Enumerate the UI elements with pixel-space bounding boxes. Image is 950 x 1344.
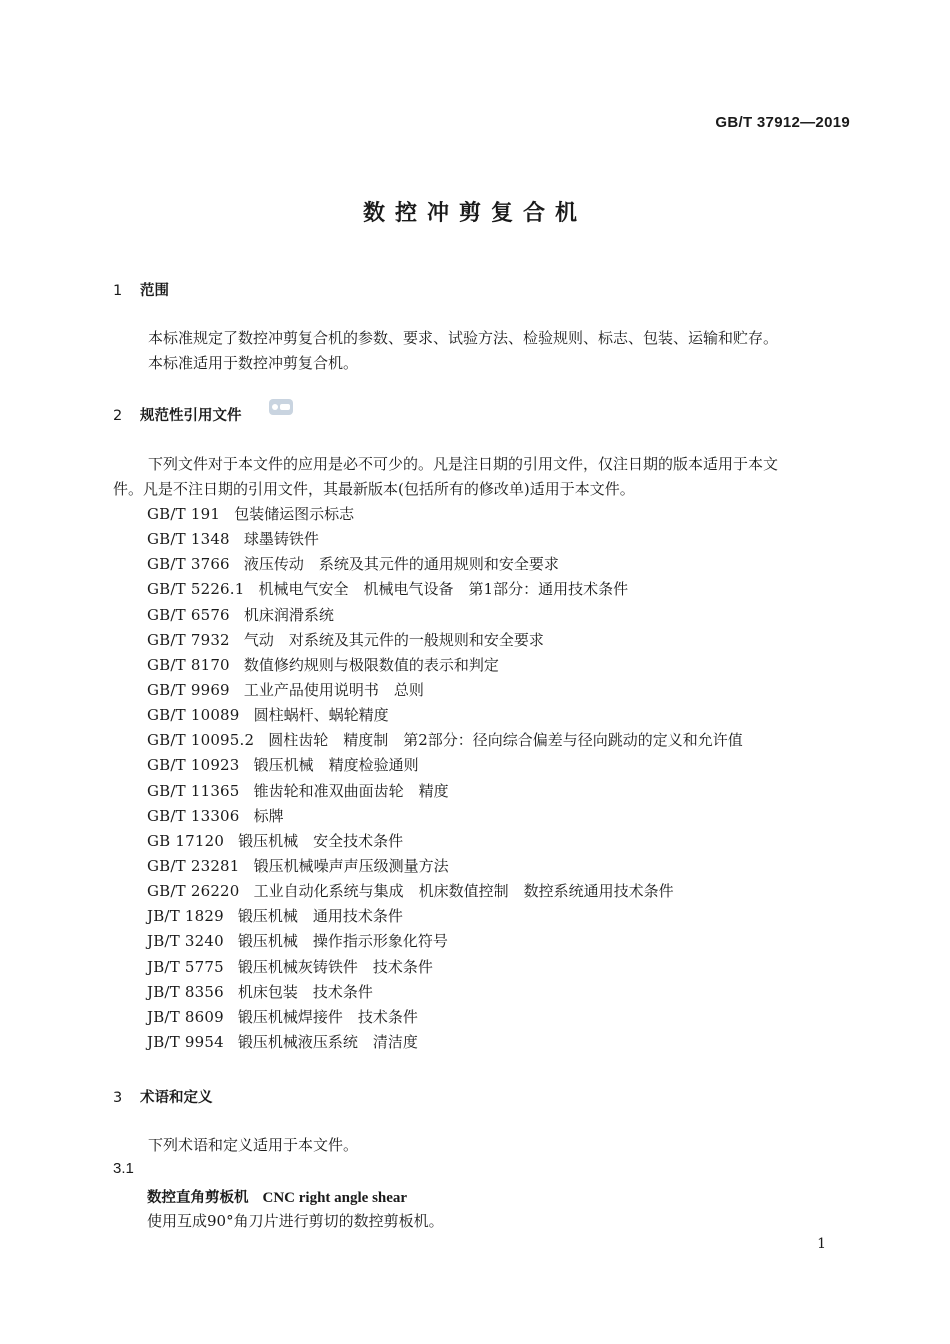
reference-title: 锻压机械焊接件 技术条件: [237, 1007, 418, 1026]
reference-code: JB/T 3240: [147, 932, 224, 951]
reference-item: [147, 779, 743, 804]
reference-code: JB/T 1829: [147, 907, 224, 926]
reference-code: GB/T 3766: [147, 555, 230, 574]
reference-title: 锥齿轮和准双曲面齿轮 精度: [253, 781, 449, 800]
reference-title: 机械电气安全 机械电气设备 第1部分：通用技术条件: [258, 580, 629, 599]
reference-title: 锻压机械 操作指示形象化符号: [237, 932, 448, 951]
reference-title: 圆柱蜗杆、蜗轮精度: [253, 706, 389, 725]
section-heading-terms: [113, 1086, 213, 1107]
reference-item: [147, 804, 743, 829]
reference-item: [147, 527, 743, 552]
reference-item: [147, 955, 743, 980]
reference-item: [147, 653, 743, 678]
term-name: [147, 1186, 407, 1207]
reference-item: [147, 904, 743, 929]
reference-title: 锻压机械 安全技术条件: [238, 831, 404, 850]
normative-intro-line-2: 件。凡是不注日期的引用文件，其最新版本(包括所有的修改单)适用于本文件。: [113, 480, 635, 498]
reference-title: 数值修约规则与极限数值的表示和判定: [243, 655, 499, 674]
reference-item: [147, 577, 743, 602]
terms-intro: [113, 1133, 853, 1158]
normative-intro-line-1: 下列文件对于本文件的应用是必不可少的。凡是注日期的引用文件，仅注日期的版本适用于本文: [148, 455, 779, 473]
reference-title: 气动 对系统及其元件的一般规则和安全要求: [243, 630, 544, 649]
reference-item: [147, 502, 743, 527]
reference-title: 液压传动 系统及其元件的通用规则和安全要求: [243, 555, 559, 574]
reference-title: 锻压机械液压系统 清洁度: [237, 1032, 418, 1051]
reference-code: GB/T 191: [147, 505, 221, 523]
section-number: 1: [113, 283, 123, 299]
reference-item: [147, 552, 743, 577]
reference-item: [147, 753, 743, 778]
reference-code: GB/T 9969: [147, 680, 230, 699]
reference-code: GB/T 8170: [147, 655, 230, 674]
reference-code: GB/T 26220: [147, 882, 240, 901]
section-title: 范围: [140, 283, 169, 299]
reference-code: GB/T 23281: [147, 856, 240, 875]
reference-list: [147, 502, 743, 1055]
reference-code: GB/T 10923: [147, 756, 240, 775]
reference-title: 锻压机械灰铸铁件 技术条件: [237, 957, 433, 976]
reference-item: [147, 703, 743, 728]
reference-code: GB/T 10095.2: [147, 731, 255, 750]
normative-intro: [113, 452, 853, 502]
reference-code: JB/T 8356: [147, 982, 224, 1001]
section-number: 3: [113, 1090, 123, 1106]
term-name-en: CNC right angle shear: [262, 1190, 408, 1206]
reference-title: 工业自动化系统与集成 机床数值控制 数控系统通用技术条件: [253, 882, 674, 901]
term-name-cn: 数控直角剪板机: [147, 1190, 249, 1206]
section-heading-normative: [113, 404, 242, 425]
document-title: 数控冲剪复合机: [362, 201, 587, 226]
scope-paragraphs: [113, 326, 853, 376]
reference-item: [147, 829, 743, 854]
reference-item: [147, 929, 743, 954]
reference-item: [147, 728, 743, 753]
standard-code: GB/T 37912—2019: [715, 114, 850, 131]
reference-code: GB/T 1348: [147, 530, 230, 549]
reference-code: JB/T 9954: [147, 1032, 224, 1051]
scope-paragraph-1: 本标准规定了数控冲剪复合机的参数、要求、试验方法、检验规则、标志、包装、运输和贮存。: [148, 329, 779, 347]
scope-paragraph-2: 本标准适用于数控冲剪复合机。: [148, 354, 359, 372]
section-number: 2: [113, 408, 123, 424]
section-title: 术语和定义: [140, 1090, 213, 1106]
section-heading-scope: [113, 279, 169, 300]
page-number: 1: [817, 1236, 826, 1252]
reference-code: GB/T 11365: [147, 781, 240, 800]
reference-item: [147, 854, 743, 879]
term-definition: 使用互成90°角刀片进行剪切的数控剪板机。: [147, 1212, 444, 1230]
reference-title: 工业产品使用说明书 总则: [243, 680, 424, 699]
reference-item: [147, 628, 743, 653]
reference-item: [147, 1005, 743, 1030]
reference-title: 机床包装 技术条件: [237, 982, 373, 1001]
reference-item: [147, 980, 743, 1005]
terms-intro-text: 下列术语和定义适用于本文件。: [148, 1136, 359, 1154]
reference-item: [147, 879, 743, 904]
reference-code: GB/T 10089: [147, 706, 240, 725]
reference-title: 锻压机械噪声声压级测量方法: [253, 856, 449, 875]
reference-item: [147, 603, 743, 628]
reference-title: 圆柱齿轮 精度制 第2部分：径向综合偏差与径向跳动的定义和允许值: [268, 731, 743, 750]
reference-code: GB/T 13306: [147, 806, 240, 825]
term-number: 3.1: [113, 1160, 134, 1177]
section-title: 规范性引用文件: [140, 408, 242, 424]
reference-code: JB/T 5775: [147, 957, 224, 976]
reference-code: GB/T 7932: [147, 630, 230, 649]
reference-title: 锻压机械 精度检验通则: [253, 756, 419, 775]
reference-title: 锻压机械 通用技术条件: [237, 907, 403, 926]
reference-title: 球墨铸铁件: [243, 530, 319, 549]
reference-title: 标牌: [253, 806, 284, 825]
reference-code: JB/T 8609: [147, 1007, 224, 1026]
reference-item: [147, 678, 743, 703]
reference-code: GB 17120: [147, 831, 225, 850]
reference-item: [147, 1030, 743, 1055]
reference-code: GB/T 5226.1: [147, 580, 245, 599]
reference-title: 机床润滑系统: [243, 605, 334, 624]
reference-title: 包装储运图示标志: [234, 505, 355, 523]
standard-logo-icon: [268, 396, 294, 418]
reference-code: GB/T 6576: [147, 605, 230, 624]
